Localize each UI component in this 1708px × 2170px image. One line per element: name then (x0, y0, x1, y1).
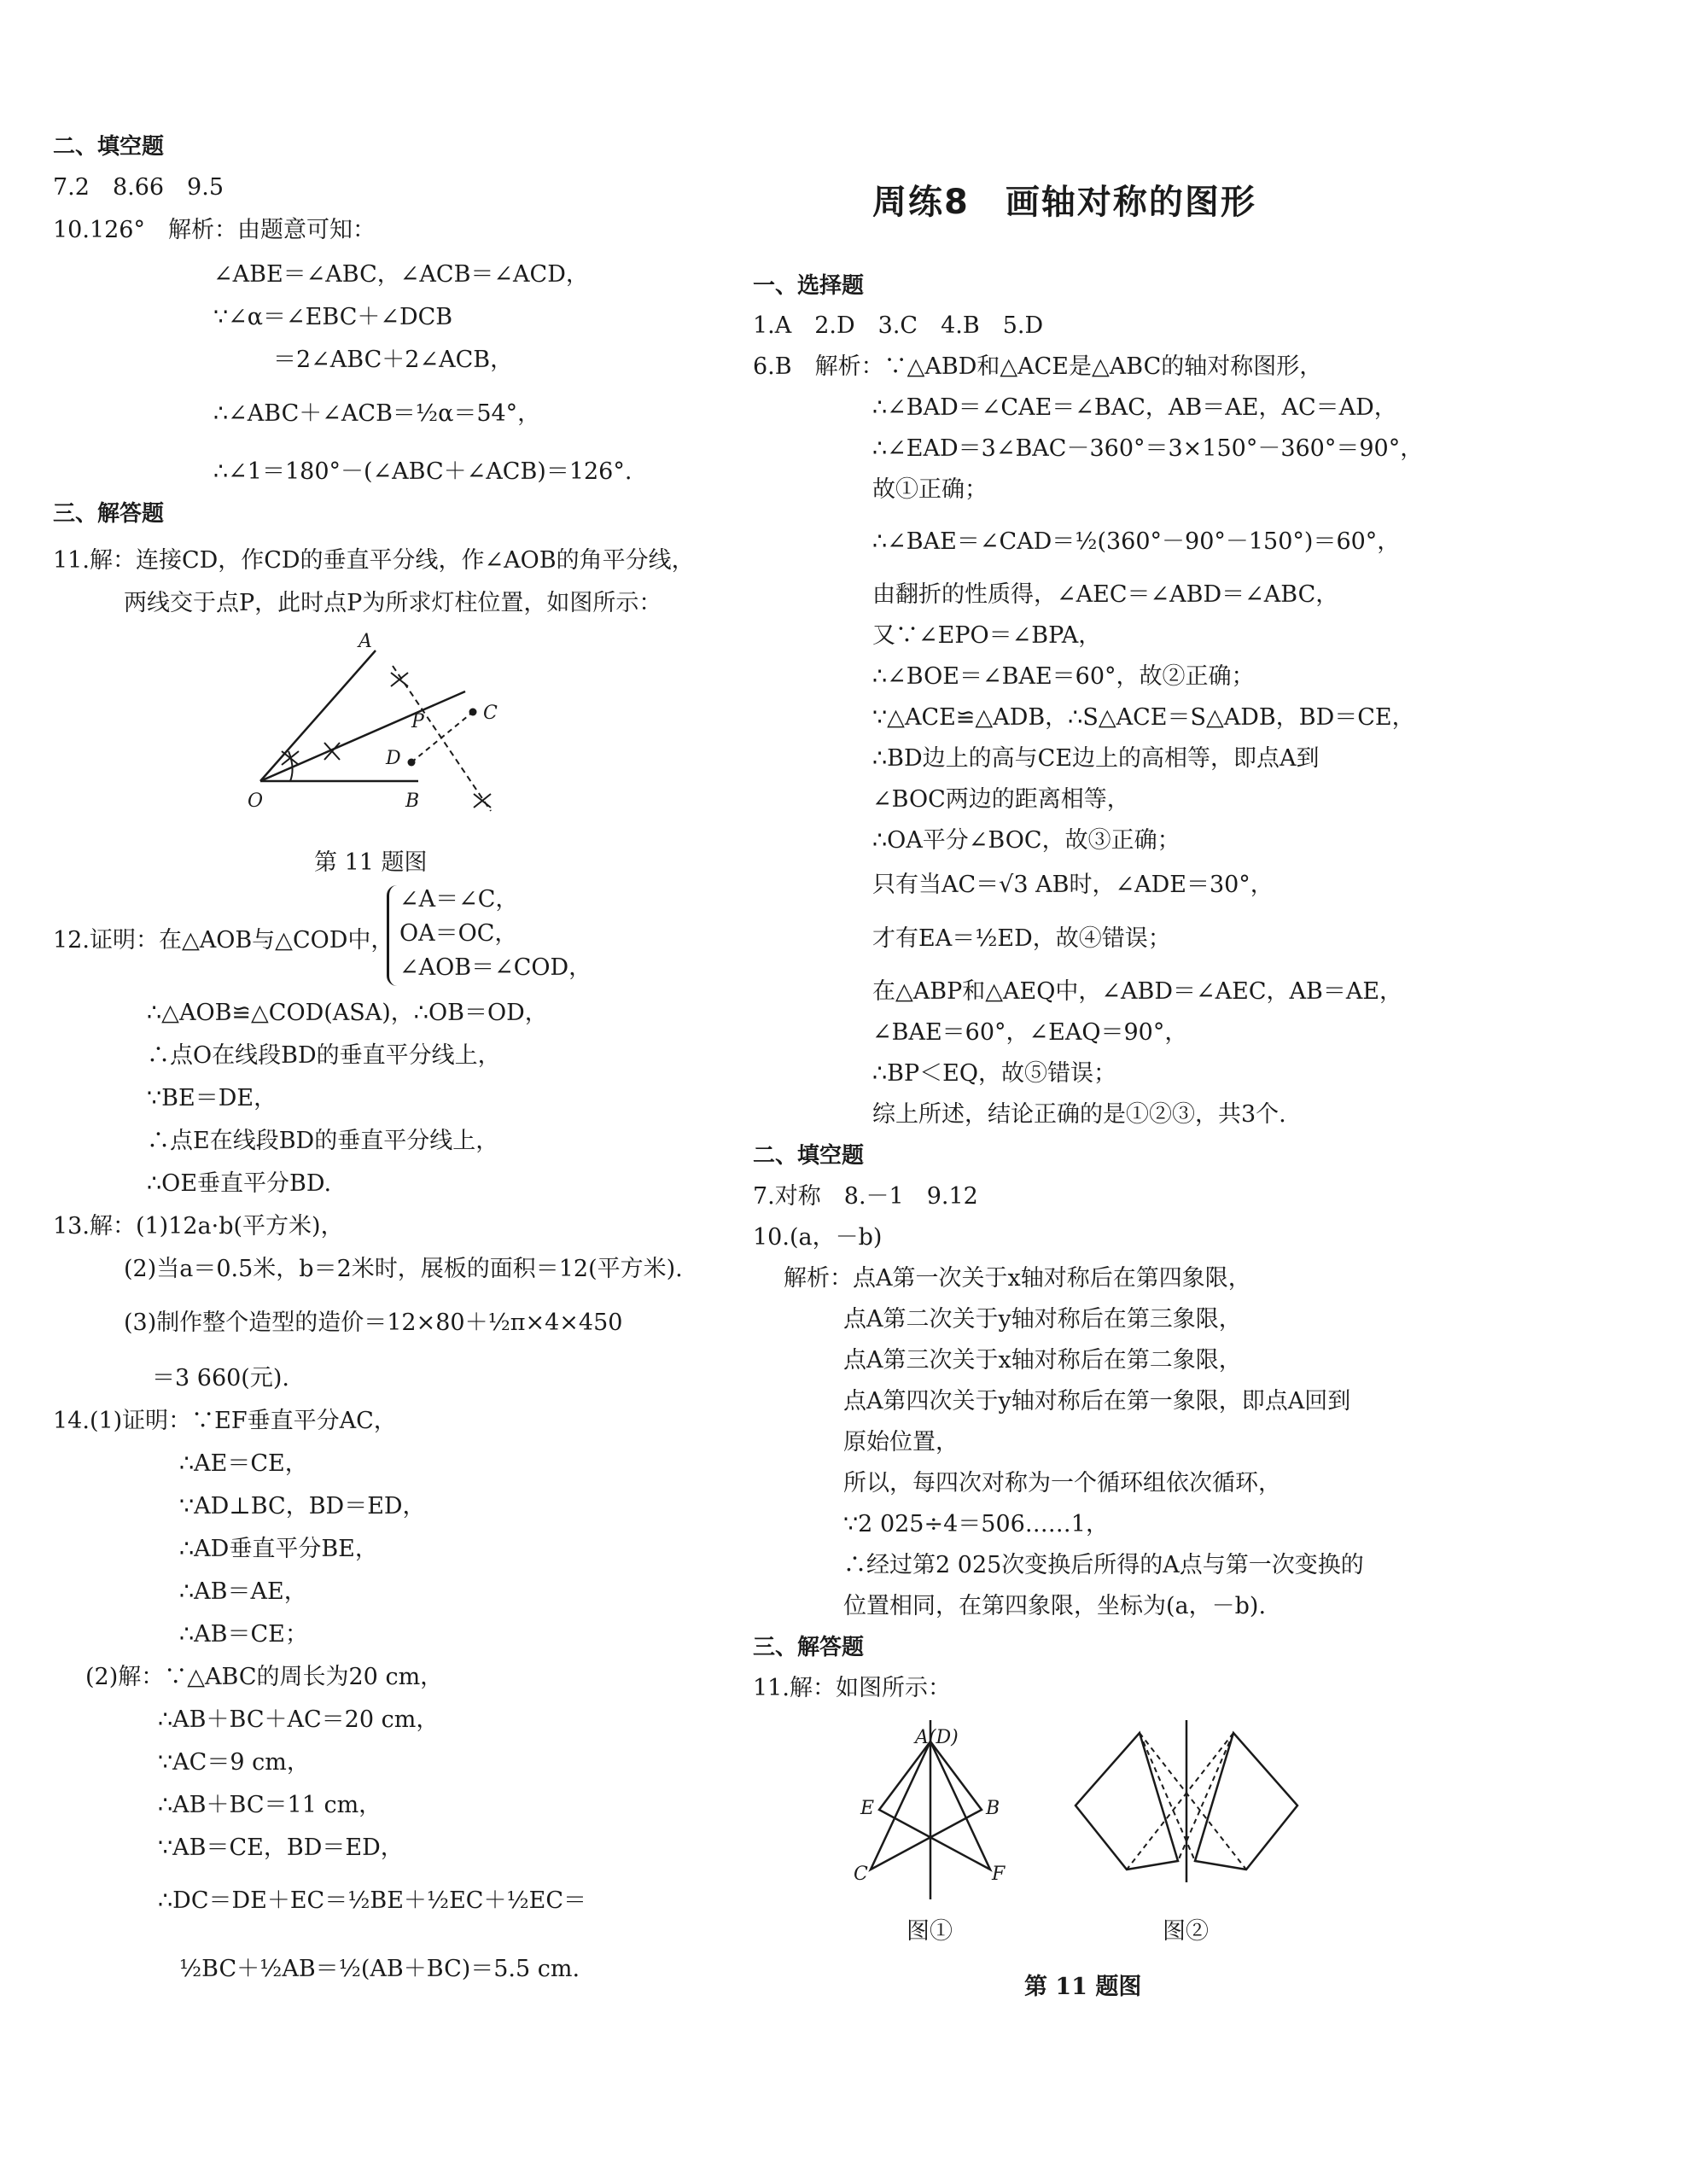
figure-2-caption: 图② (1163, 1918, 1209, 1945)
answer-line: ∴点E在线段BD的垂直平分线上， (147, 1128, 499, 1154)
figure-2-symmetric-quadrilaterals (1071, 1716, 1302, 1887)
answer-line: 由翻折的性质得，∠AEC＝∠ABD＝∠ABC， (872, 581, 1339, 608)
angle-bisector (260, 691, 465, 781)
answer-line: ∴∠ABC＋∠ACB＝½α＝54°， (213, 400, 541, 427)
answer-line: ∵△ACE≌△ADB，∴S△ACE＝S△ADB，BD＝CE， (872, 704, 1415, 731)
answer-line: 原始位置， (843, 1429, 959, 1455)
answer-line: 11.解：连接CD，作CD的垂直平分线，作∠AOB的角平分线， (53, 547, 695, 574)
label-a: A (359, 631, 372, 652)
answer-line: ∴DC＝DE＋EC＝½BE＋½EC＋½EC＝ (158, 1887, 587, 1914)
answer-line: ∴∠EAD＝3∠BAC－360°＝3×150°－360°＝90°， (872, 435, 1424, 462)
ray-oa (260, 650, 376, 781)
label-f: F (992, 1864, 1006, 1885)
answer-line: 1.A 2.D 3.C 4.B 5.D (753, 312, 1044, 339)
figure-1-caption: 图① (906, 1918, 953, 1945)
answer-line: ＝2∠ABC＋2∠ACB， (273, 347, 514, 373)
answer-line: 点A第二次关于y轴对称后在第三象限， (843, 1306, 1242, 1333)
answer-line: ∴AB＝CE； (179, 1621, 308, 1648)
answer-line: ∴∠BAE＝∠CAD＝½(360°－90°－150°)＝60°， (872, 528, 1401, 555)
answer-line: 11.解：如图所示： (753, 1675, 951, 1701)
figure-11-caption: 第 11 题图 (1024, 1974, 1142, 2000)
answer-line: (3)制作整个造型的造价＝12×80＋½π×4×450 (124, 1310, 623, 1336)
answer-line: ＝3 660(元). (152, 1365, 289, 1391)
answer-line: ∵∠α＝∠EBC＋∠DCB (213, 304, 453, 330)
point-c (469, 709, 477, 716)
answer-line: ∴OE垂直平分BD. (147, 1170, 332, 1197)
quadrilateral-left (1076, 1733, 1178, 1870)
answer-line: ∴AB＝AE， (179, 1578, 307, 1605)
section-solve-heading: 三、解答题 (753, 1635, 865, 1660)
answer-line: ∵AC＝9 cm， (158, 1749, 310, 1776)
answer-line: ½BC＋½AB＝½(AB＋BC)＝5.5 cm. (179, 1956, 580, 1982)
arc-mark (474, 794, 491, 808)
label-ad: A(D) (915, 1727, 959, 1748)
point-d (408, 759, 416, 767)
label-b: B (986, 1798, 1000, 1819)
page-title: 周练8 画轴对称的图形 (872, 183, 1256, 222)
answer-line: (2)解：∵△ABC的周长为20 cm， (85, 1664, 444, 1690)
answer-line: ∴点O在线段BD的垂直平分线上， (147, 1042, 501, 1069)
dashed-line (1127, 1733, 1233, 1870)
answer-line: ∴AB＋BC＝11 cm， (158, 1792, 382, 1818)
answer-line: 10.126° 解析：由题意可知： (53, 217, 376, 243)
answer-line: 12.证明：在△AOB与△COD中， (53, 927, 394, 954)
answer-line: 在△ABP和△AEQ中，∠ABD＝∠AEC，AB＝AE， (872, 978, 1403, 1005)
section-solve-heading: 三、解答题 (53, 501, 165, 527)
section-fill-in-heading: 二、填空题 (53, 134, 165, 160)
answer-line: ∴经过第2 025次变换后所得的A点与第一次变换的 (843, 1552, 1364, 1578)
figure-11-lamp-post (248, 632, 521, 820)
congruence-condition: OA＝OC， (399, 920, 518, 947)
dashed-line (1140, 1733, 1246, 1870)
answer-line: 解析：点A第一次关于x轴对称后在第四象限， (784, 1265, 1251, 1292)
answer-line: 点A第四次关于y轴对称后在第一象限，即点A回到 (843, 1388, 1351, 1415)
answer-line: 位置相同，在第四象限，坐标为(a，－b). (843, 1593, 1267, 1619)
answer-line: ∴∠1＝180°－(∠ABC＋∠ACB)＝126°. (213, 458, 632, 485)
answer-line: ∴AE＝CE， (179, 1450, 308, 1477)
answer-line: (2)当a＝0.5米，b＝2米时，展板的面积＝12(平方米). (124, 1256, 683, 1282)
figure-1-symmetric-triangles (845, 1716, 1016, 1904)
label-d: D (386, 748, 401, 769)
answer-line: 6.B 解析：∵△ABD和△ACE是△ABC的轴对称图形， (753, 353, 1323, 380)
answer-line: ∵2 025÷4＝506……1， (843, 1511, 1109, 1537)
answer-line: ∴BD边上的高与CE边上的高相等，即点A到 (872, 745, 1320, 772)
answer-line: ∴BP＜EQ，故⑤错误； (872, 1060, 1117, 1087)
answer-line: ∴∠BOE＝∠BAE＝60°，故②正确； (872, 663, 1255, 690)
answer-line: 两线交于点P，此时点P为所求灯柱位置，如图所示： (124, 590, 662, 616)
answer-line: ∴∠BAD＝∠CAE＝∠BAC，AB＝AE，AC＝AD， (872, 394, 1397, 421)
answer-line: ∵BE＝DE， (147, 1085, 277, 1111)
label-o: O (248, 790, 264, 812)
answer-line: 13.解：(1)12a·b(平方米)， (53, 1213, 344, 1240)
answer-line: ∠BOC两边的距离相等， (872, 786, 1130, 813)
quadrilateral-right (1195, 1733, 1297, 1870)
answer-line: 7.2 8.66 9.5 (53, 174, 224, 201)
answer-line: 10.(a，－b) (753, 1224, 883, 1251)
label-e: E (860, 1798, 875, 1819)
section-fill-in-heading: 二、填空题 (753, 1143, 865, 1169)
label-c: C (483, 703, 498, 724)
figure-11-caption: 第 11 题图 (314, 849, 428, 876)
answer-line: ∵AD⊥BC，BD＝ED， (179, 1493, 426, 1520)
answer-line: 综上所述，结论正确的是①②③，共3个. (872, 1101, 1286, 1128)
answer-line: ∠BAE＝60°，∠EAQ＝90°， (872, 1019, 1188, 1046)
label-p: P (411, 711, 424, 732)
answer-line: 点A第三次关于x轴对称后在第二象限， (843, 1347, 1242, 1374)
triangle-adb (879, 1741, 990, 1870)
answer-line: 故①正确； (872, 476, 988, 503)
triangle-ace (871, 1741, 982, 1870)
label-c: C (854, 1864, 868, 1885)
answer-line: 又∵∠EPO＝∠BPA， (872, 622, 1102, 649)
answer-line: ∴OA平分∠BOC，故③正确； (872, 827, 1180, 854)
answer-line: 所以，每四次对称为一个循环组依次循环， (843, 1470, 1281, 1496)
answer-line: ∴△AOB≌△COD(ASA)，∴OB＝OD， (147, 1000, 548, 1026)
answer-line: 只有当AC＝√3 AB时，∠ADE＝30°， (872, 872, 1274, 898)
answer-line: ∵AB＝CE，BD＝ED， (158, 1835, 404, 1861)
arc-mark (282, 751, 299, 765)
answer-line: 14.(1)证明：∵EF垂直平分AC， (53, 1408, 397, 1434)
answer-line: ∠ABE＝∠ABC，∠ACB＝∠ACD， (213, 261, 589, 288)
answer-line: 才有EA＝½ED，故④错误； (872, 925, 1171, 952)
answer-line: ∴AB＋BC＋AC＝20 cm， (158, 1706, 440, 1733)
answer-line: ∴AD垂直平分BE， (179, 1536, 378, 1562)
congruence-condition: ∠AOB＝∠COD， (399, 954, 592, 981)
answer-line: 7.对称 8.－1 9.12 (753, 1183, 978, 1210)
label-b: B (405, 790, 420, 812)
section-choice-heading: 一、选择题 (753, 273, 865, 299)
congruence-condition: ∠A＝∠C， (399, 886, 519, 913)
